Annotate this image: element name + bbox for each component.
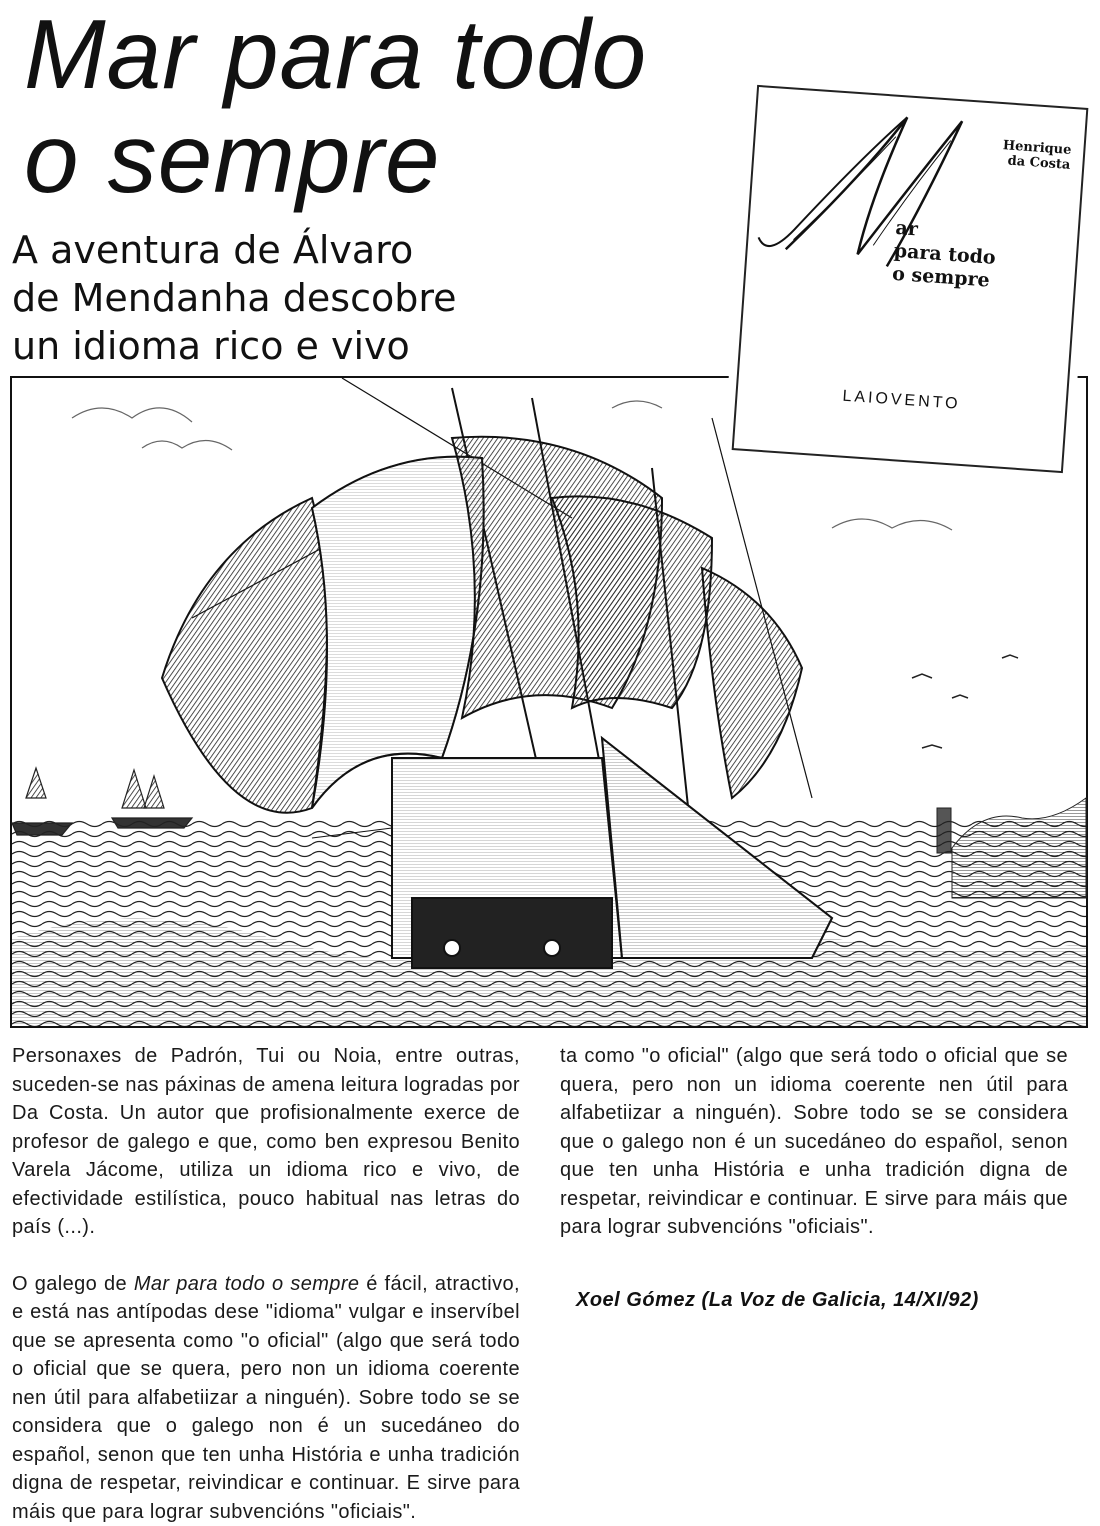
body-column-left bbox=[12, 1042, 520, 1523]
galleon-engraving bbox=[12, 378, 1086, 1026]
book-title-inline: Mar para todo o sempre bbox=[133, 1272, 360, 1295]
title-line-2: o sempre bbox=[24, 103, 441, 213]
cover-author-line-2: da Costa bbox=[1007, 153, 1071, 173]
paragraph-2-body: é fácil, atractivo, e está nas antípodas dese "idioma" vulgar e inservíbel que se apresenta como "o oficial" (algo que será todo o oficial que se quera, pero non un idioma coerente nen útil para alfabetiizar a ninguén). Sobre todo se se considera que o galego non é un sucedáneo do español, senon que ten unha História e unha tradición digna de respetar, reivindicar e continuar. E sirve para máis que para lograr subvencións "oficiais". bbox=[12, 1272, 520, 1523]
title-line-1: Mar para todo bbox=[24, 0, 648, 109]
paragraph-1: Personaxes de Padrón, Tui ou Noia, entre outras, suceden-se nas páxinas de amena leitura logradas por Da Costa. Un autor que profisionalmente exerce de profesor de galego e que, como ben expresou Benito Varela Jácome, utiliza un idioma rico e vivo, de efectividade estilística, pouco habitual nas letras do país (...). bbox=[12, 1045, 520, 1238]
paragraph-2-lead: O galego de bbox=[12, 1272, 134, 1295]
cover-title-line-2: para todo bbox=[893, 239, 997, 269]
subtitle-line-2: de Mendanha descobre bbox=[12, 276, 457, 320]
ship-illustration bbox=[10, 376, 1088, 1028]
cover-author-line-1: Henrique bbox=[1002, 138, 1072, 158]
paragraph-2-continuation: ta como "o oficial" (algo que será todo o oficial que se quera, pero non un idioma coerente nen útil para alfabetiizar a ninguén). Sobre todo se se considera que o galego non é un sucedáneo do español, senon que ten unha História e unha tradición digna de respetar, reivindicar e continuar. E sirve para máis que para lograr subvencións "oficiais". bbox=[560, 1045, 1068, 1238]
cover-title bbox=[891, 217, 998, 293]
book-cover bbox=[732, 85, 1089, 473]
cover-publisher: LAIOVENTO bbox=[841, 387, 962, 413]
subtitle-line-3: un idioma rico e vivo bbox=[12, 324, 410, 368]
article-title bbox=[24, 0, 648, 213]
cover-title-line-1: ar bbox=[894, 216, 919, 241]
paragraph-2-continued bbox=[560, 1042, 1068, 1242]
subtitle-line-1: A aventura de Álvaro bbox=[12, 228, 414, 272]
paragraph-2-start bbox=[12, 1270, 520, 1523]
article-subtitle bbox=[12, 226, 457, 370]
cover-title-line-3: o sempre bbox=[891, 262, 991, 292]
cover-author bbox=[1001, 138, 1072, 173]
body-column-right bbox=[560, 1042, 1068, 1242]
byline: Xoel Gómez (La Voz de Galicia, 14/XI/92) bbox=[576, 1289, 979, 1311]
